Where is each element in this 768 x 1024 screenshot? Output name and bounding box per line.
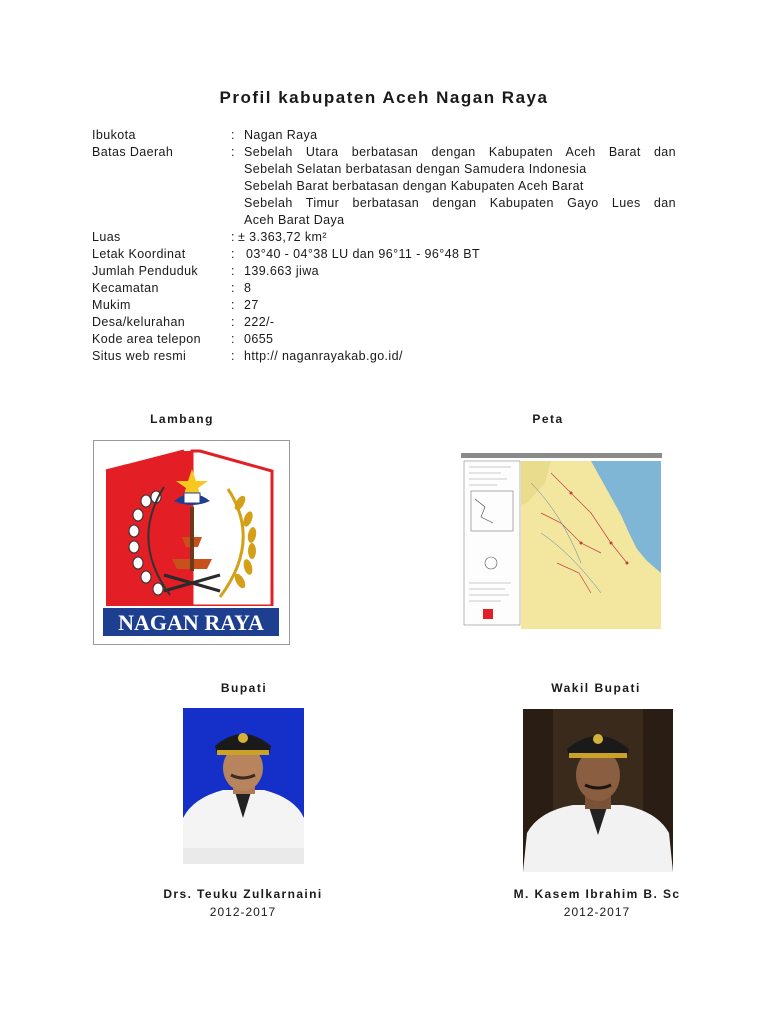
info-row-telepon: [92, 331, 676, 348]
info-row-ibukota: [92, 127, 676, 144]
wakil-bupati-name: M. Kasem Ibrahim B. Sc: [513, 887, 681, 901]
info-separator: :: [231, 230, 235, 244]
info-separator: :: [231, 281, 235, 295]
info-row-batas-barat: [92, 178, 676, 195]
info-separator: :: [231, 332, 235, 346]
info-value: Sebelah Timur berbatasan dengan Kabupaten Gayo Lues dan: [244, 196, 676, 210]
info-separator: :: [231, 264, 235, 278]
info-label: Mukim: [92, 298, 131, 312]
info-label: Situs web resmi: [92, 349, 187, 363]
wakil-bupati-photo: [523, 709, 673, 872]
info-row-penduduk: [92, 263, 676, 280]
map-icon: [461, 453, 662, 630]
profile-info-table: [92, 127, 676, 365]
info-label: Kode area telepon: [92, 332, 201, 346]
bupati-name: Drs. Teuku Zulkarnaini: [163, 887, 323, 901]
regency-map: [461, 453, 662, 630]
info-separator: :: [231, 298, 235, 312]
info-label: Luas: [92, 230, 121, 244]
bupati-photo: [183, 708, 304, 864]
info-label: Batas Daerah: [92, 145, 174, 159]
info-value: 27: [244, 298, 259, 312]
info-label: Kecamatan: [92, 281, 159, 295]
info-row-situs: [92, 348, 676, 365]
info-row-batas-daerah: [92, 144, 676, 161]
wakil-bupati-term: 2012-2017: [563, 905, 631, 919]
info-value: Aceh Barat Daya: [244, 213, 345, 227]
info-value: 222/-: [244, 315, 275, 329]
info-row-batas-selatan: [92, 161, 676, 178]
info-value: Nagan Raya: [244, 128, 318, 142]
info-value: 03°40 - 04°38 LU dan 96°11 - 96°48 BT: [246, 247, 481, 261]
bupati-term: 2012-2017: [209, 905, 277, 919]
portrait-icon: [523, 709, 673, 872]
page-title: Profil kabupaten Aceh Nagan Raya: [219, 88, 549, 107]
info-separator: :: [231, 247, 235, 261]
info-row-batas-timur: [92, 195, 676, 212]
portrait-icon: [183, 708, 304, 864]
wakil-bupati-heading: Wakil Bupati: [551, 681, 641, 695]
regency-logo: [93, 440, 290, 645]
info-row-luas: [92, 229, 676, 246]
info-row-batas-timur-cont: [92, 212, 676, 229]
info-value: Sebelah Utara berbatasan dengan Kabupaten Aceh Barat dan: [244, 145, 676, 159]
info-separator: :: [231, 145, 235, 159]
info-value: ± 3.363,72 km²: [238, 230, 327, 244]
coat-of-arms-icon: [94, 441, 289, 644]
info-row-kecamatan: [92, 280, 676, 297]
info-label: Jumlah Penduduk: [92, 264, 199, 278]
info-separator: :: [231, 315, 235, 329]
peta-heading: Peta: [532, 412, 564, 426]
info-value: 0655: [244, 332, 274, 346]
bupati-heading: Bupati: [220, 681, 268, 695]
logo-text: NAGAN RAYA: [118, 610, 264, 635]
info-label: Desa/kelurahan: [92, 315, 186, 329]
info-value[interactable]: http:// naganrayakab.go.id/: [244, 349, 403, 363]
lambang-heading: Lambang: [150, 412, 214, 426]
info-value: Sebelah Selatan berbatasan dengan Samudera Indonesia: [244, 162, 587, 176]
info-row-mukim: [92, 297, 676, 314]
info-label: Letak Koordinat: [92, 247, 186, 261]
info-value: 139.663 jiwa: [244, 264, 319, 278]
info-value: 8: [244, 281, 252, 295]
info-label: Ibukota: [92, 128, 136, 142]
info-separator: :: [231, 349, 235, 363]
info-value: Sebelah Barat berbatasan dengan Kabupaten Aceh Barat: [244, 179, 584, 193]
info-row-koordinat: [92, 246, 676, 263]
info-row-desa: [92, 314, 676, 331]
info-separator: :: [231, 128, 235, 142]
